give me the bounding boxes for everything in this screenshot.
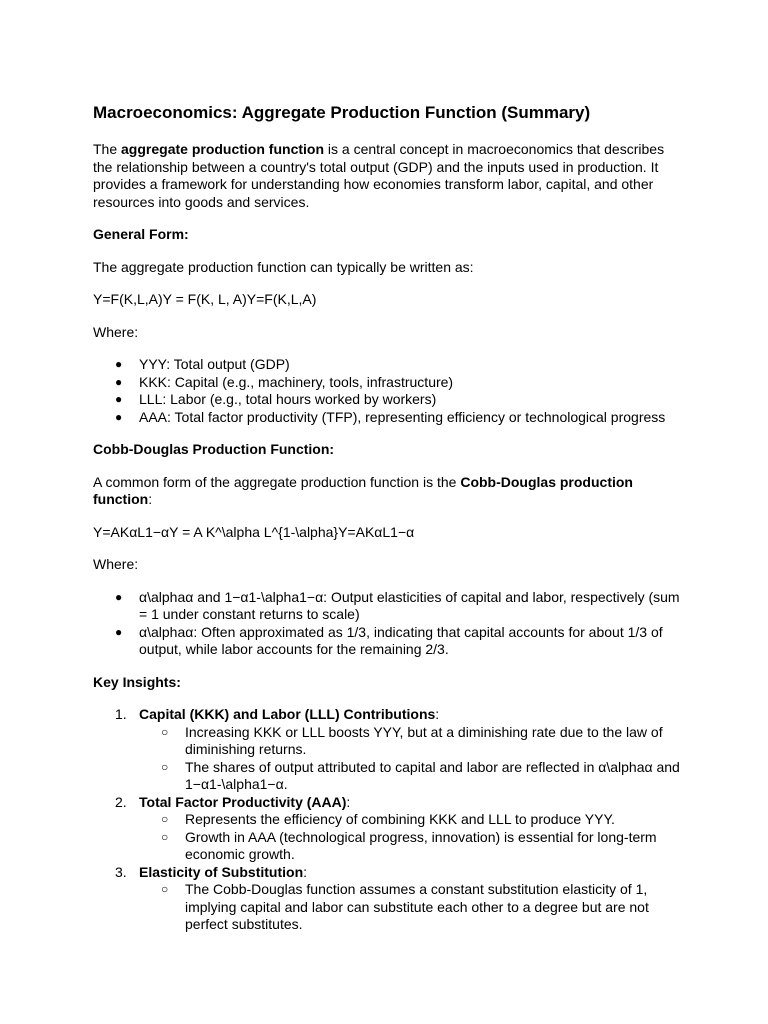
list-item: ● AAA: Total factor productivity (TFP), representing efficiency or technological progress: [115, 408, 666, 425]
list-item: ● KKK: Capital (e.g., machinery, tools, infrastructure): [115, 373, 454, 390]
general-form-variables: [93, 356, 683, 426]
intro-pre: The: [93, 141, 122, 157]
circle-bullet-icon: ○: [161, 812, 169, 826]
cobb-douglas-formula: Y=AKαL1−αY = A K^\alpha L^{1-\alpha}Y=AKαL1−α: [93, 523, 415, 540]
bullet-icon: ●: [115, 392, 123, 406]
bullet-icon: ●: [115, 409, 123, 424]
list-item: ● α\alphaα: Often approximated as 1/3, indicating that capital accounts for about 1/3 of output, while labor accounts for the remaining 2/3.: [115, 623, 663, 657]
cobb-douglas-params: [93, 589, 683, 659]
sub-list-item: ○ Represents the efficiency of combining KKK and LLL to produce YYY.: [161, 811, 615, 827]
intro-post: is a central concept in macroeconomics that describes the relationship between a country's total output (GDP) and the inputs used in production. It provides a framework for understanding how economies transform labor, capital, and other resources into goods and services.: [93, 141, 665, 210]
circle-bullet-icon: ○: [161, 724, 169, 739]
document-page: [93, 103, 683, 934]
circle-bullet-icon: ○: [161, 882, 169, 896]
intro-paragraph: [93, 141, 683, 211]
circle-bullet-icon: ○: [161, 759, 169, 774]
general-form-lead: The aggregate production function can typically be written as:: [93, 258, 474, 275]
circle-bullet-icon: ○: [161, 829, 169, 844]
list-item: ● α\alphaα and 1−α1-\alpha1−α: Output elasticities of capital and labor, respectively (sum = 1 under constant returns to scale): [115, 588, 680, 622]
sub-list-item: ○ The Cobb-Douglas function assumes a constant substitution elasticity of 1, implying capital and labor can substitute each other to a degree but are not perfect substitutes.: [161, 881, 649, 932]
page-title: Macroeconomics: Aggregate Production Function (Summary): [93, 103, 591, 122]
list-item: ● YYY: Total output (GDP): [115, 356, 290, 372]
bullet-icon: ●: [115, 624, 123, 639]
bullet-icon: ●: [115, 589, 123, 604]
sub-list-item: ○ The shares of output attributed to capital and labor are reflected in α\alphaα and 1−α1-\alpha1−α.: [161, 758, 680, 792]
item-number: 1.: [115, 706, 127, 722]
general-form-heading: General Form:: [93, 226, 189, 242]
sub-list-item: ○ Increasing KKK or LLL boosts YYY, but at a diminishing rate due to the law of diminishing returns.: [161, 723, 663, 757]
sub-list-item: ○ Growth in AAA (technological progress, innovation) is essential for long-term economic growth.: [161, 828, 657, 862]
bullet-icon: ●: [115, 374, 123, 389]
cobb-douglas-lead: A common form of the aggregate production function is the Cobb-Douglas production function:: [93, 473, 633, 507]
general-form-formula: Y=F(K,L,A)Y = F(K, L, A)Y=F(K,L,A): [93, 291, 317, 307]
general-form-where: Where:: [93, 323, 139, 340]
bullet-icon: ●: [115, 357, 123, 371]
list-item: ● LLL: Labor (e.g., total hours worked by workers): [115, 391, 437, 407]
intro-term: aggregate production function: [121, 141, 325, 157]
item-number: 2.: [115, 793, 127, 810]
list-item: 2. Total Factor Productivity (AAA): ○ Represents the efficiency of combining KKK and LLL to produce YYY. ○ Growth in AAA (technological progress, innovation) is essential for long-term economic growth.: [93, 794, 683, 864]
list-item: 3. Elasticity of Substitution: ○ The Cobb-Douglas function assumes a constant substitution elasticity of 1, implying capital and labor can substitute each other to a degree but are not perfect substitutes.: [93, 864, 683, 934]
key-insights-heading: Key Insights:: [93, 673, 181, 690]
item-number: 3.: [115, 863, 127, 880]
cobb-douglas-heading: Cobb-Douglas Production Function:: [93, 441, 335, 457]
list-item: 1. Capital (KKK) and Labor (LLL) Contributions: ○ Increasing KKK or LLL boosts YYY, but at a diminishing rate due to the law of diminishing returns. ○ The shares of output attributed to capital and labor are reflected in α\alphaα and 1−α1-\alpha1−α.: [93, 706, 683, 794]
cobb-douglas-where: Where:: [93, 556, 139, 572]
key-insights-list: [93, 706, 683, 934]
